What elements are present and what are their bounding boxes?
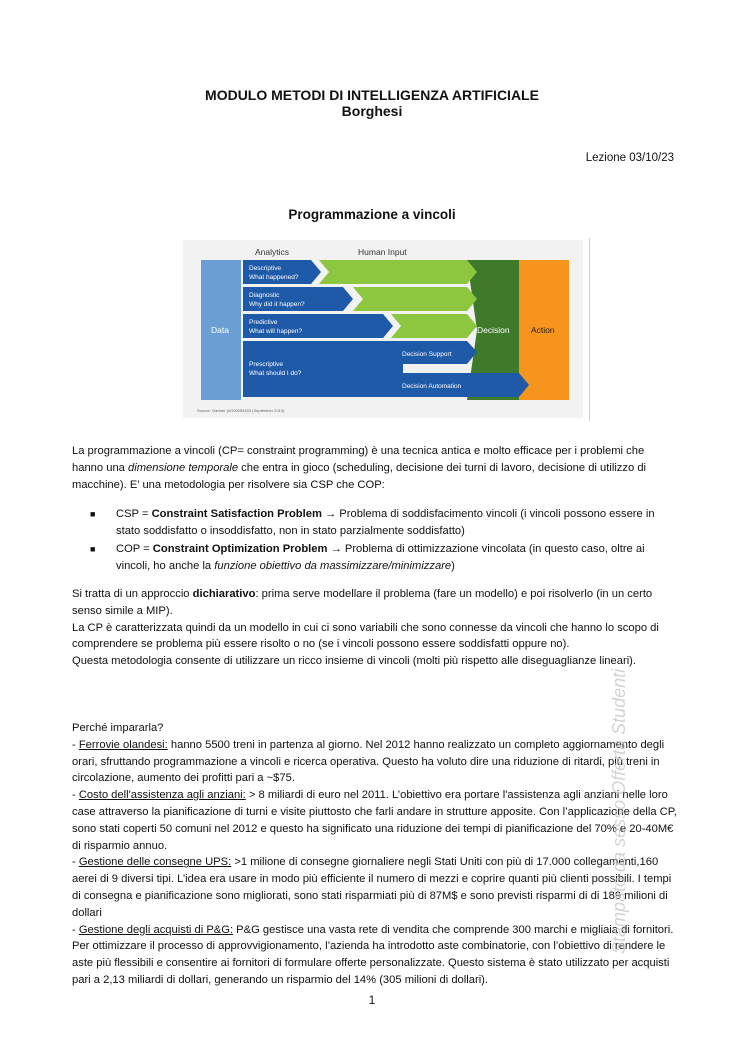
declarative-paragraph <box>72 586 678 670</box>
cp-constraints-text: Questa metodologia consente di utilizzare un ricco insieme di vincoli (molti più rispetto alle diseguaglianze lineari). <box>72 655 637 668</box>
csp-prefix: CSP = <box>116 508 152 520</box>
ferrovie-text: hanno 5500 treni in partenza al giorno. Nel 2012 hanno realizzato un completo aggiornamento degli orari, sfruttando programmazione a vincoli e ricerca operativa. Questo ha voluto dire una riduzione di ritardi, più treni in circolazione, aumento dei profitti pari a ~$75. <box>72 738 665 785</box>
bullet-cop <box>90 541 678 575</box>
ups-text: >1 milione di consegne giornaliere negli Stati Uniti con più di 17.000 collegamenti,160 aerei di 9 diversi tipi. L’idea era usare in modo più efficiente il numero di mezzi e coprire quanti più clienti possibili. I tempi di consegna e pianificazione sono migliorati, sono stati risparmiati più di 87M$ e sono previsti risparmi di di 189 milioni di dollari <box>72 856 672 919</box>
declarative-a: Si tratta di un approccio <box>72 588 193 600</box>
why-item-ferrovie: - Ferrovie olandesi: hanno 5500 treni in partenza al giorno. Nel 2012 hanno realizzato un completo aggiornamento degli orari, sfruttando programmazione a vincoli e ricerca operativa. Questo ha voluto dire una riduzione di ritardi, più treni in circolazione, aumento dei profitti pari a ~$75. <box>72 738 665 785</box>
author-name: Borghesi <box>341 103 403 119</box>
anziani-title: Costo dell'assistenza agli anziani: <box>78 789 246 802</box>
prescriptive-box <box>243 341 403 397</box>
why-heading: Perché impararla? <box>72 722 164 734</box>
cop-prefix: COP = <box>116 543 153 555</box>
cop-close: ) <box>451 559 455 572</box>
decision-support-label: Decision Support <box>402 351 452 358</box>
anziani-text: > 8 miliardi di euro nel 2011. L’obiettivo era portare l'assistenza agli anziani nelle loro case attraverso la pianificazione di turni e visite piuttosto che farli andare in strutture apposite. Con l’applicazione della CP, sono stati coperti 50 comuni nel 2012 e questo ha significato una riduzione dei tempi di pianificazione del 70% e 20-40M€ di risparmio annuo. <box>72 789 677 852</box>
ups-title: Gestione delle consegne UPS: <box>78 856 232 869</box>
bullet-marker: ■ <box>90 509 96 519</box>
declarative-term: dichiarativo <box>192 588 256 600</box>
human-input-arrow-2 <box>353 287 477 311</box>
human-input-arrow-3 <box>391 314 477 338</box>
why-section <box>72 720 678 989</box>
analytics-diagram <box>183 240 583 418</box>
predictive-question: What will happen? <box>249 328 303 335</box>
page-number: 1 <box>368 993 376 1007</box>
intro-text-a: La programmazione a vincoli (CP= constraint programming) è una tecnica antica e molto efficace per i problemi che hanno una <box>72 445 645 474</box>
decision-label: Decision <box>477 325 510 335</box>
analytics-label: Analytics <box>255 247 290 257</box>
divider-line <box>589 238 590 421</box>
action-label: Action <box>531 325 555 335</box>
lesson-date: Lezione 03/10/23 <box>585 152 674 164</box>
pg-title: Gestione degli acquisti di P&G: <box>78 923 234 936</box>
why-item-anziani: - Costo dell'assistenza agli anziani: > 8 miliardi di euro nel 2011. L’obiettivo era portare l'assistenza agli anziani nelle loro case attraverso la pianificazione di turni e visite piuttosto che farli andare in strutture apposite. Con l’applicazione della CP, sono stati coperti 50 comuni nel 2012 e questo ha significato una riduzione dei tempi di pianificazione del 70% e 20-40M€ di risparmio annuo. <box>72 789 677 852</box>
section-title: Programmazione a vincoli <box>288 207 456 222</box>
pg-text: P&G gestisce una vasta rete di vendita che comprende 300 marchi e migliaia di fornitori. Per ottimizzare il processo di approvvigionamento, l’azienda ha introdotto aste combinatorie, con l’obiettivo di rendere le aste più flessibili e consentire ai fornitori di formulare offerte personalizzate. Questo sistema è stato utilizzato per acquisti pari a 2,13 miliardi di dollari, generando un risparmio del 14% (305 milioni di dollari). <box>72 923 674 986</box>
diagnostic-question: Why did it happen? <box>249 301 305 308</box>
watermark-text: Stampato da sesso Offerta Studenti <box>609 668 629 954</box>
watermark <box>604 512 632 957</box>
decision-automation-label: Decision Automation <box>402 383 462 390</box>
cop-emphasis: funzione obiettivo da massimizzare/minimizzare <box>214 559 452 572</box>
descriptive-question: What happened? <box>249 274 299 281</box>
descriptive-title: Descriptive <box>249 265 282 272</box>
bullet-marker: ■ <box>90 544 96 554</box>
human-input-arrow-1 <box>319 260 477 284</box>
data-label: Data <box>211 325 229 335</box>
course-title: MODULO METODI DI INTELLIGENZA ARTIFICIALE <box>205 87 539 103</box>
document-title <box>0 87 744 119</box>
intro-emphasis: dimensione temporale <box>128 461 239 474</box>
cop-definition: → Problema di ottimizzazione vincolata (in questo caso, oltre ai vincoli, ho anche la <box>116 543 645 572</box>
cop-term: Constraint Optimization Problem <box>152 543 328 555</box>
bullet-csp <box>90 506 678 540</box>
csp-term: Constraint Satisfaction Problem <box>151 508 322 520</box>
declarative-b: : prima serve modellare il problema (fare un modello) e poi risolverlo (in un certo senso simile a MIP). <box>72 588 653 617</box>
why-item-pg: - Gestione degli acquisti di P&G: P&G gestisce una vasta rete di vendita che comprende 300 marchi e migliaia di fornitori. Per ottimizzare il processo di approvvigionamento, l’azienda ha introdotto aste combinatorie, con l’obiettivo di rendere le aste più flessibili e consentire ai fornitori di formulare offerte personalizzate. Questo sistema è stato utilizzato per acquisti pari a 2,13 miliardi di dollari, generando un risparmio del 14% (305 milioni di dollari). <box>72 923 674 986</box>
ferrovie-title: Ferrovie olandesi: <box>78 738 168 751</box>
diagram-source: Source: Gartner (#G00259453 (September 2013) <box>197 408 285 413</box>
cp-model-text: La CP è caratterizzata quindi da un modello in cui ci sono variabili che sono connesse da vincoli che hanno lo scopo di comprendere se problema più essere risolto o no (se i vincoli possono essere soddisfatti oppure no). <box>72 621 659 651</box>
predictive-title: Predictive <box>249 319 278 326</box>
prescriptive-question: What should I do? <box>249 370 302 377</box>
human-input-label: Human Input <box>358 247 407 257</box>
intro-paragraph <box>72 443 678 493</box>
diagnostic-title: Diagnostic <box>249 292 280 299</box>
why-item-ups: - Gestione delle consegne UPS: >1 milione di consegne giornaliere negli Stati Uniti con più di 17.000 collegamenti,160 aerei di 9 diversi tipi. L’idea era usare in modo più efficiente il numero di mezzi e coprire quanti più clienti possibili. I tempi di consegna e pianificazione sono migliorati, sono stati risparmiati più di 87M$ e sono previsti risparmi di di 189 milioni di dollari <box>72 856 672 919</box>
csp-definition: → Problema di soddisfacimento vincoli (i vincoli possono essere in stato soddisfatto o insoddisfatto, non in stato parzialmente soddisfatto) <box>116 508 655 537</box>
prescriptive-title: Prescriptive <box>249 361 283 368</box>
intro-text-b: che entra in gioco (scheduling, decisione dei turni di lavoro, decisione di utilizzo di macchine). E’ una metodologia per risolvere sia CSP che COP: <box>72 461 647 491</box>
